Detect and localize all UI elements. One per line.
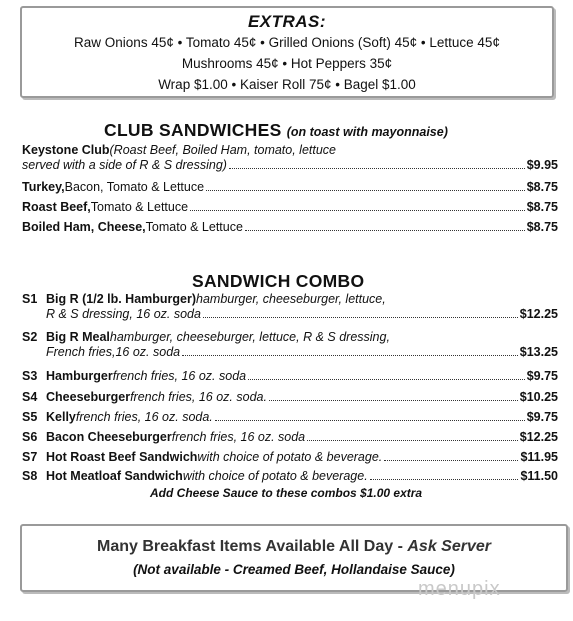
club-title: CLUB SANDWICHES xyxy=(104,120,282,140)
item-price: $9.75 xyxy=(526,369,558,383)
combo-cheese-note: Add Cheese Sauce to these combos $1.00 extra xyxy=(150,486,423,500)
item-desc-2: R & S dressing, 16 oz. soda xyxy=(46,307,201,321)
item-price: $9.75 xyxy=(526,410,558,424)
extras-box xyxy=(20,6,554,98)
dot-leader xyxy=(203,317,518,318)
dot-leader xyxy=(370,479,519,480)
item-desc: french fries, 16 oz. soda xyxy=(112,369,247,383)
menu-item-s3 xyxy=(22,369,558,384)
dot-leader xyxy=(190,210,525,211)
item-name: Hot Roast Beef Sandwich xyxy=(46,450,198,464)
item-desc: Tomato & Lettuce xyxy=(145,220,243,234)
item-desc: with choice of potato & beverage. xyxy=(182,469,368,483)
menu-item-s8 xyxy=(22,469,558,484)
item-code: S1 xyxy=(22,292,38,306)
item-price: $8.75 xyxy=(526,200,558,214)
menu-item-s1 xyxy=(22,292,558,322)
menu-item-s4 xyxy=(22,390,558,405)
item-name: Bacon Cheeseburger xyxy=(46,430,172,444)
dot-leader xyxy=(248,379,525,380)
dot-leader xyxy=(384,460,518,461)
item-price: $12.25 xyxy=(519,307,558,321)
club-section-title xyxy=(104,120,448,141)
item-price: $10.25 xyxy=(519,390,558,404)
dot-leader xyxy=(269,400,518,401)
menu-item-turkey xyxy=(22,180,558,195)
item-desc: hamburger, cheeseburger, lettuce, R & S dressing, xyxy=(109,330,390,344)
item-name: Big R (1/2 lb. Hamburger) xyxy=(46,292,197,306)
dot-leader xyxy=(182,355,518,356)
item-price: $13.25 xyxy=(519,345,558,359)
dot-leader xyxy=(307,440,518,441)
item-price: $11.95 xyxy=(520,450,558,464)
item-name: Turkey, xyxy=(22,180,65,194)
item-name: Boiled Ham, Cheese, xyxy=(22,220,146,234)
item-desc: french fries, 16 oz. soda. xyxy=(130,390,267,404)
breakfast-main: Many Breakfast Items Available All Day - xyxy=(97,538,408,555)
menu-item-s6 xyxy=(22,430,558,445)
item-desc: Tomato & Lettuce xyxy=(90,200,189,214)
item-price: $8.75 xyxy=(526,220,558,234)
item-name: Roast Beef, xyxy=(22,200,91,214)
breakfast-line-1 xyxy=(22,538,566,556)
item-price: $9.95 xyxy=(526,158,558,172)
item-price: $8.75 xyxy=(526,180,558,194)
item-name: Hamburger xyxy=(46,369,113,383)
menu-item-keystone-club xyxy=(22,143,558,173)
item-desc: french fries, 16 oz. soda. xyxy=(75,410,213,424)
dot-leader xyxy=(215,420,525,421)
menu-item-s2 xyxy=(22,330,558,360)
item-name: Keystone Club xyxy=(22,143,110,157)
dot-leader xyxy=(229,168,525,169)
item-desc: hamburger, cheeseburger, lettuce, xyxy=(196,292,386,306)
item-name: Hot Meatloaf Sandwich xyxy=(46,469,183,483)
item-desc: with choice of potato & beverage. xyxy=(197,450,383,464)
item-code: S7 xyxy=(22,450,38,464)
item-code: S8 xyxy=(22,469,38,483)
item-code: S6 xyxy=(22,430,38,444)
dot-leader xyxy=(245,230,525,231)
item-name: Kelly xyxy=(46,410,76,424)
item-desc: (Roast Beef, Boiled Ham, tomato, lettuce xyxy=(109,143,337,157)
item-name: Big R Meal xyxy=(46,330,110,344)
item-desc: Bacon, Tomato & Lettuce xyxy=(64,180,205,194)
item-code: S5 xyxy=(22,410,38,424)
item-code: S3 xyxy=(22,369,38,383)
combo-section-title: SANDWICH COMBO xyxy=(192,271,365,291)
dot-leader xyxy=(206,190,525,191)
menu-item-roast-beef xyxy=(22,200,558,215)
item-price: $12.25 xyxy=(519,430,558,444)
menupix-watermark: menupix xyxy=(418,578,501,600)
extras-line-1: Raw Onions 45¢ • Tomato 45¢ • Grilled Onions (Soft) 45¢ • Lettuce 45¢ xyxy=(74,35,500,50)
item-price: $11.50 xyxy=(520,469,558,483)
extras-title: EXTRAS: xyxy=(247,12,327,31)
item-code: S4 xyxy=(22,390,38,404)
menu-item-boiled-ham xyxy=(22,220,558,235)
menu-item-s7 xyxy=(22,450,558,465)
item-desc-2: French fries,16 oz. soda xyxy=(46,345,181,359)
extras-line-3: Wrap $1.00 • Kaiser Roll 75¢ • Bagel $1.00 xyxy=(158,77,416,92)
item-name: Cheeseburger xyxy=(46,390,131,404)
item-code: S2 xyxy=(22,330,38,344)
menu-item-s5 xyxy=(22,410,558,425)
extras-line-2: Mushrooms 45¢ • Hot Peppers 35¢ xyxy=(181,56,393,71)
breakfast-line-2: (Not available - Creamed Beef, Hollandaise Sauce) xyxy=(133,562,455,577)
club-note: (on toast with mayonnaise) xyxy=(286,125,448,139)
breakfast-ask-server: Ask Server xyxy=(407,538,491,555)
item-desc-2: served with a side of R & S dressing) xyxy=(22,158,227,172)
item-desc: french fries, 16 oz. soda xyxy=(171,430,306,444)
